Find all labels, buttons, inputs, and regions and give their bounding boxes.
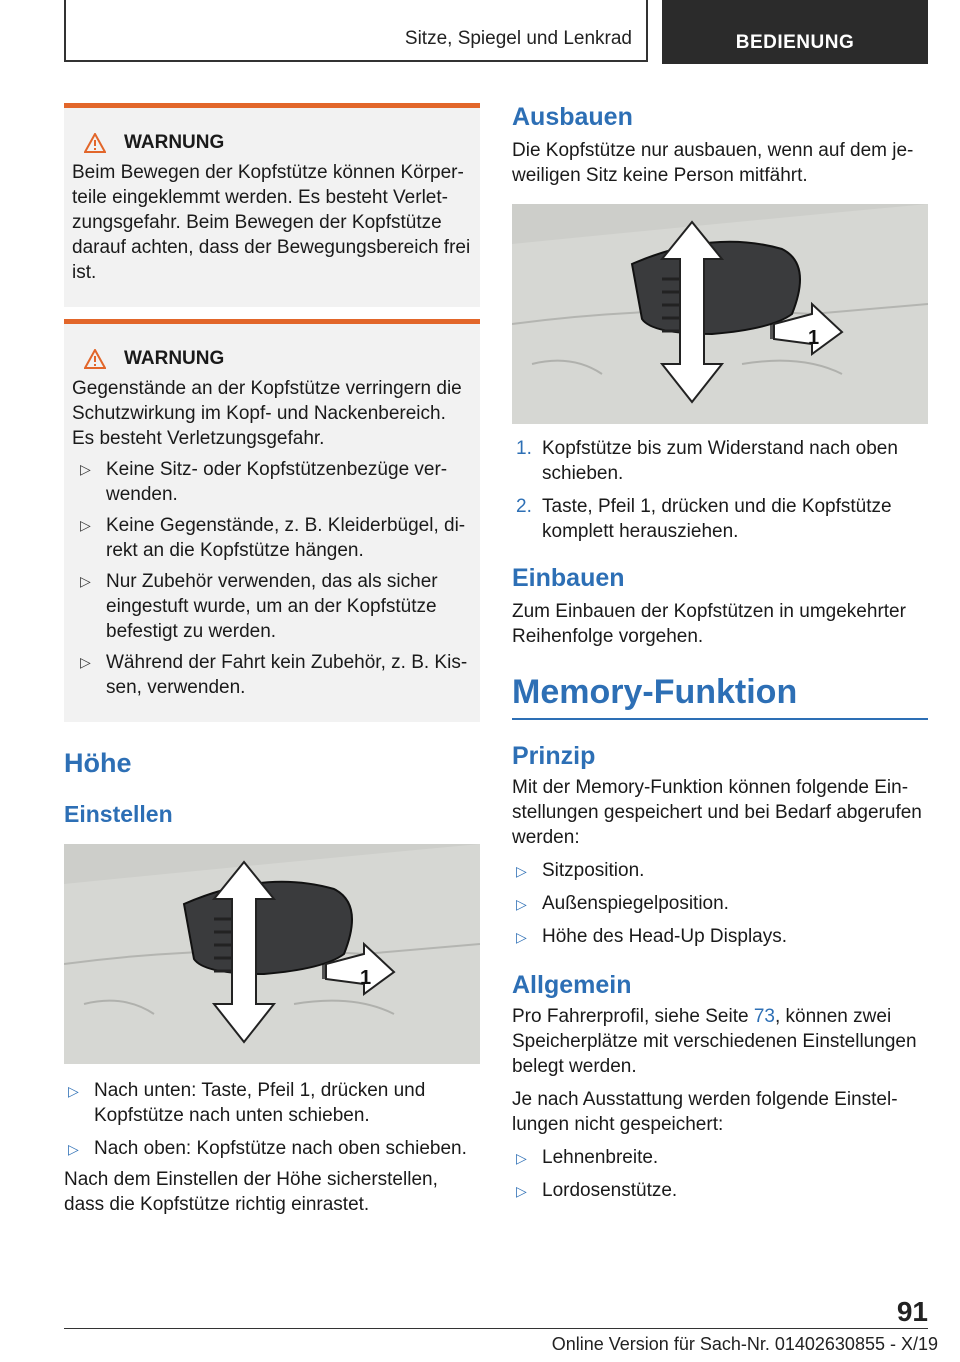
- page-reference-link[interactable]: 73: [753, 1006, 775, 1027]
- step-item: [512, 494, 928, 544]
- heading-allgemein: Allgemein: [512, 971, 632, 999]
- ausbauen-steps: [512, 436, 928, 544]
- warning-box-2: [64, 319, 480, 722]
- footer-text: Online Version für Sach-Nr. 01402630855 - X/19: [551, 1334, 938, 1354]
- arrow-label: 1: [360, 967, 372, 989]
- warning-heading: [84, 348, 472, 370]
- list-item: ▷ Lehnenbreite.: [512, 1145, 928, 1170]
- allgemein-text-end: , können zwei Speicherplätze mit verschiedenen Einstellungen belegt werden.: [512, 1006, 917, 1077]
- warning-text: Beim Bewegen der Kopfstütze können Körper-teile eingeklemmt werden. Es besteht Verlet-zungsgefahr. Beim Bewegen der Kopfstütze darauf achten, dass der Bewegungsbereich frei ist.: [72, 162, 471, 283]
- einstellen-note: Nach dem Einstellen der Höhe sicherstellen, dass die Kopfstütze richtig einrastet.: [64, 1169, 438, 1215]
- warning-triangle-icon: [84, 349, 106, 369]
- right-column: [512, 103, 928, 1203]
- ausstattung-text: Je nach Ausstattung werden folgende Einstel-lungen nicht gespeichert:: [512, 1089, 898, 1135]
- list-item: ▷ Während der Fahrt kein Zubehör, z. B. Kis-sen, verwenden.: [72, 650, 472, 700]
- einstellen-list: [64, 1078, 480, 1161]
- step-number: 2.: [516, 496, 532, 517]
- left-column: [64, 103, 480, 1217]
- section-title: Sitze, Spiegel und Lenkrad: [404, 28, 632, 49]
- arrow-label: 1: [808, 327, 820, 349]
- step-text: Kopfstütze bis zum Widerstand nach oben schieben.: [542, 438, 898, 484]
- list-item: ▷ Sitzposition.: [512, 858, 928, 883]
- ausstattung-list: [512, 1145, 928, 1203]
- headrest-drawing: [512, 204, 928, 424]
- list-item: ▷ Nur Zubehör verwenden, das als sicher eingestuft wurde, um an der Kopfstütze befestigt zu werden.: [72, 569, 472, 644]
- chapter-tab-label: BEDIENUNG: [735, 32, 855, 53]
- header-box: [64, 0, 648, 62]
- list-item: ▷ Außenspiegelposition.: [512, 891, 928, 916]
- list-item: ▷ Keine Gegenstände, z. B. Kleiderbügel, di-rekt an die Kopfstütze hängen.: [72, 513, 472, 563]
- page-header: [64, 0, 928, 64]
- list-item: ▷ Nach oben: Kopfstütze nach oben schieben.: [64, 1136, 480, 1161]
- warning-triangle-icon: [84, 133, 106, 153]
- warning-box-1: [64, 103, 480, 307]
- prinzip-text: Mit der Memory-Funktion können folgende Ein-stellungen gespeichert und bei Bedarf abgerufen werden:: [512, 777, 922, 848]
- heading-einstellen: Einstellen: [64, 801, 173, 827]
- step-text: Taste, Pfeil 1, drücken und die Kopfstütze komplett herausziehen.: [542, 496, 892, 542]
- warning-heading: [84, 132, 472, 154]
- step-number: 1.: [516, 438, 532, 459]
- headrest-drawing: [64, 844, 480, 1064]
- heading-prinzip: Prinzip: [512, 742, 596, 770]
- list-item: ▷ Keine Sitz- oder Kopfstützenbezüge ver-wenden.: [72, 457, 472, 507]
- prinzip-list: [512, 858, 928, 949]
- list-item: ▷ Höhe des Head-Up Displays.: [512, 924, 928, 949]
- heading-ausbauen: Ausbauen: [512, 103, 633, 131]
- einbauen-text: Zum Einbauen der Kopfstützen in umgekehrter Reihenfolge vorgehen.: [512, 601, 906, 647]
- page-number: 91: [896, 1296, 928, 1327]
- heading-einbauen: Einbauen: [512, 564, 625, 592]
- allgemein-text-start: Pro Fahrerprofil, siehe Seite: [512, 1006, 754, 1027]
- headrest-illustration: [64, 844, 480, 1064]
- heading-memory-funktion: Memory-Funktion: [512, 673, 928, 720]
- step-item: [512, 436, 928, 486]
- warning-title: WARNUNG: [124, 132, 225, 153]
- ausbauen-text: Die Kopfstütze nur ausbauen, wenn auf dem je-weiligen Sitz keine Person mitfährt.: [512, 140, 914, 186]
- list-item: ▷ Nach unten: Taste, Pfeil 1, drücken und Kopfstütze nach unten schieben.: [64, 1078, 480, 1128]
- footer-rule: [64, 1328, 928, 1329]
- heading-hoehe: Höhe: [64, 748, 132, 778]
- warning-text: Gegenstände an der Kopfstütze verringern die Schutzwirkung im Kopf- und Nackenbereich. Es besteht Verletzungsgefahr.: [72, 378, 462, 449]
- chapter-tab: [662, 0, 928, 64]
- headrest-removal-illustration: [512, 204, 928, 424]
- allgemein-text: [512, 1004, 928, 1079]
- list-item: ▷ Lordosenstütze.: [512, 1178, 928, 1203]
- warning-title: WARNUNG: [124, 348, 225, 369]
- warning-list: [72, 457, 472, 700]
